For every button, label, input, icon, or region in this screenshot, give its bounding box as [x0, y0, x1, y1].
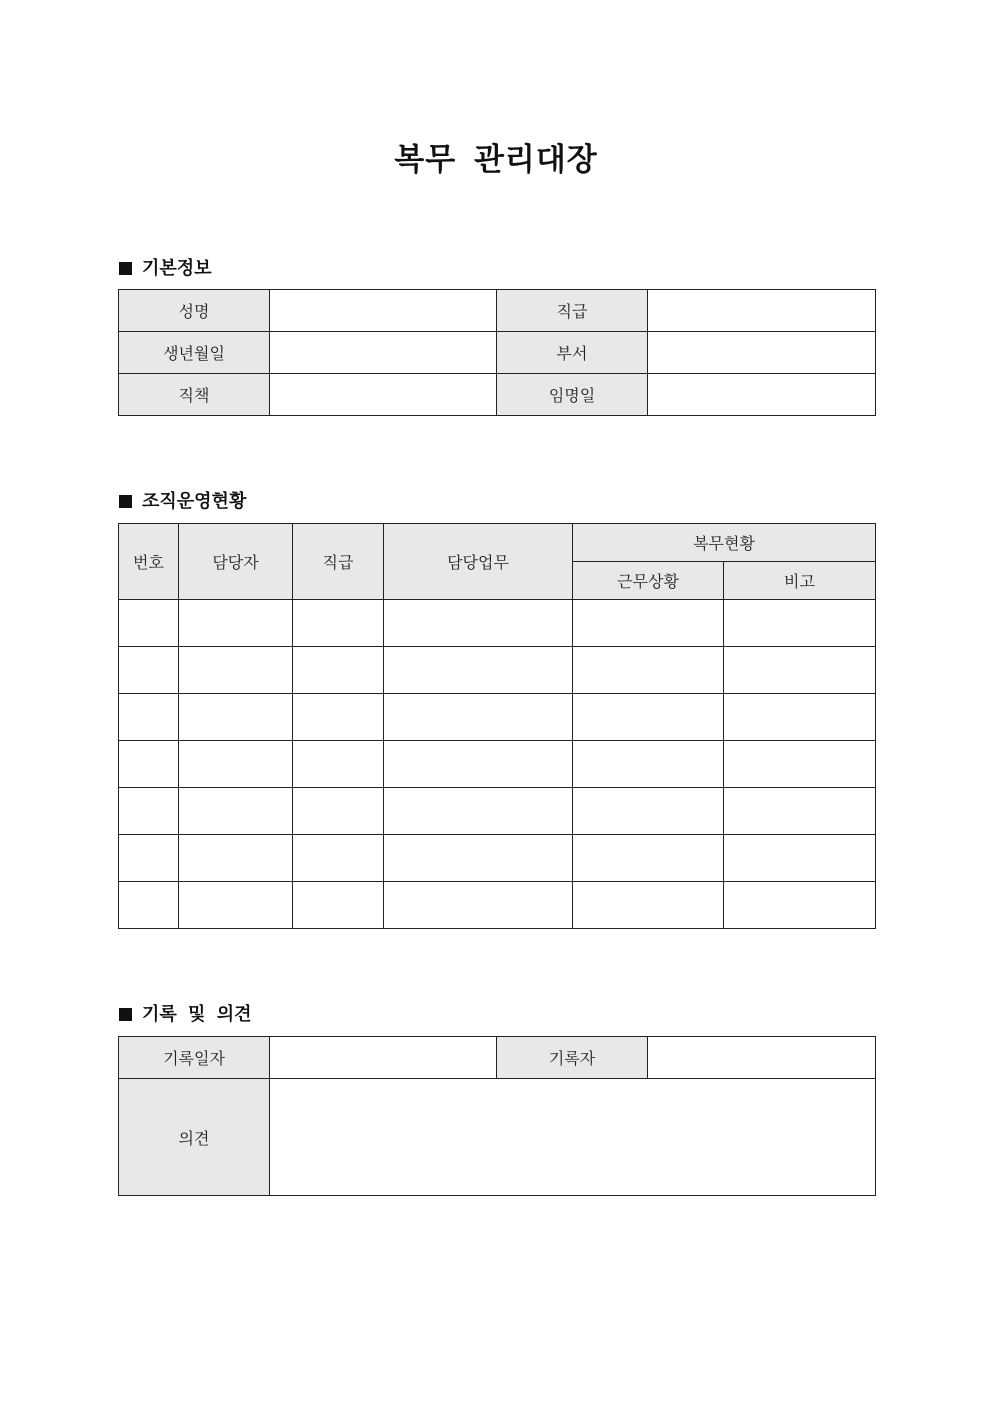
person-cell[interactable]: [179, 788, 293, 835]
name-field[interactable]: [270, 290, 497, 332]
appointment-date-field[interactable]: [648, 374, 876, 416]
person-cell[interactable]: [179, 600, 293, 647]
rank-cell[interactable]: [293, 835, 384, 882]
table-row: [119, 332, 876, 374]
work-status-cell[interactable]: [573, 600, 724, 647]
table-row: [119, 835, 876, 882]
square-bullet-icon: [119, 262, 132, 275]
remarks-cell[interactable]: [724, 882, 876, 929]
record-date-label: 기록일자: [119, 1037, 270, 1079]
person-cell[interactable]: [179, 694, 293, 741]
rank-cell[interactable]: [293, 600, 384, 647]
work-status-cell[interactable]: [573, 788, 724, 835]
record-date-field[interactable]: [270, 1037, 497, 1079]
remarks-cell[interactable]: [724, 788, 876, 835]
appointment-date-label: 임명일: [497, 374, 648, 416]
table-row: [119, 882, 876, 929]
column-header-number: 번호: [119, 524, 179, 600]
duty-cell[interactable]: [384, 741, 573, 788]
section-heading-org-status: [119, 487, 246, 513]
column-header-remarks: 비고: [724, 562, 876, 600]
position-label: 직책: [119, 374, 270, 416]
duty-cell[interactable]: [384, 788, 573, 835]
duty-cell[interactable]: [384, 647, 573, 694]
opinion-field[interactable]: [270, 1079, 876, 1196]
table-row: [119, 694, 876, 741]
number-cell[interactable]: [119, 882, 179, 929]
section-heading-label: 조직운영현황: [142, 491, 247, 512]
number-cell[interactable]: [119, 600, 179, 647]
person-cell[interactable]: [179, 647, 293, 694]
number-cell[interactable]: [119, 788, 179, 835]
duty-cell[interactable]: [384, 835, 573, 882]
records-table: [118, 1036, 876, 1196]
table-row: [119, 1079, 876, 1196]
department-label: 부서: [497, 332, 648, 374]
table-row: [119, 788, 876, 835]
table-row: [119, 1037, 876, 1079]
recorder-label: 기록자: [497, 1037, 648, 1079]
work-status-cell[interactable]: [573, 694, 724, 741]
name-label: 성명: [119, 290, 270, 332]
opinion-label: 의견: [119, 1079, 270, 1196]
number-cell[interactable]: [119, 741, 179, 788]
document-title: 복무 관리대장: [394, 142, 598, 178]
rank-cell[interactable]: [293, 741, 384, 788]
table-row: [119, 290, 876, 332]
work-status-cell[interactable]: [573, 741, 724, 788]
table-row: [119, 374, 876, 416]
remarks-cell[interactable]: [724, 835, 876, 882]
section-heading-label: 기본정보: [142, 258, 212, 279]
duty-cell[interactable]: [384, 694, 573, 741]
remarks-cell[interactable]: [724, 647, 876, 694]
birthdate-label: 생년월일: [119, 332, 270, 374]
basic-info-table: [118, 289, 876, 416]
recorder-field[interactable]: [648, 1037, 876, 1079]
rank-label: 직급: [497, 290, 648, 332]
column-header-rank: 직급: [293, 524, 384, 600]
section-heading-label: 기록 및 의견: [142, 1004, 252, 1025]
duty-cell[interactable]: [384, 882, 573, 929]
person-cell[interactable]: [179, 835, 293, 882]
rank-field[interactable]: [648, 290, 876, 332]
position-field[interactable]: [270, 374, 497, 416]
department-field[interactable]: [648, 332, 876, 374]
rank-cell[interactable]: [293, 694, 384, 741]
remarks-cell[interactable]: [724, 600, 876, 647]
column-header-service-status: 복무현황: [573, 524, 876, 562]
number-cell[interactable]: [119, 835, 179, 882]
square-bullet-icon: [119, 495, 132, 508]
column-header-person: 담당자: [179, 524, 293, 600]
section-heading-basic-info: [119, 254, 212, 280]
work-status-cell[interactable]: [573, 647, 724, 694]
table-header-row: [119, 524, 876, 562]
person-cell[interactable]: [179, 882, 293, 929]
work-status-cell[interactable]: [573, 882, 724, 929]
person-cell[interactable]: [179, 741, 293, 788]
rank-cell[interactable]: [293, 788, 384, 835]
remarks-cell[interactable]: [724, 741, 876, 788]
duty-cell[interactable]: [384, 600, 573, 647]
table-row: [119, 741, 876, 788]
number-cell[interactable]: [119, 694, 179, 741]
table-row: [119, 600, 876, 647]
birthdate-field[interactable]: [270, 332, 497, 374]
column-header-work-status: 근무상황: [573, 562, 724, 600]
table-row: [119, 647, 876, 694]
work-status-cell[interactable]: [573, 835, 724, 882]
square-bullet-icon: [119, 1008, 132, 1021]
column-header-duty: 담당업무: [384, 524, 573, 600]
section-heading-records: [119, 1000, 251, 1026]
remarks-cell[interactable]: [724, 694, 876, 741]
number-cell[interactable]: [119, 647, 179, 694]
rank-cell[interactable]: [293, 647, 384, 694]
rank-cell[interactable]: [293, 882, 384, 929]
org-status-table: [118, 523, 876, 929]
